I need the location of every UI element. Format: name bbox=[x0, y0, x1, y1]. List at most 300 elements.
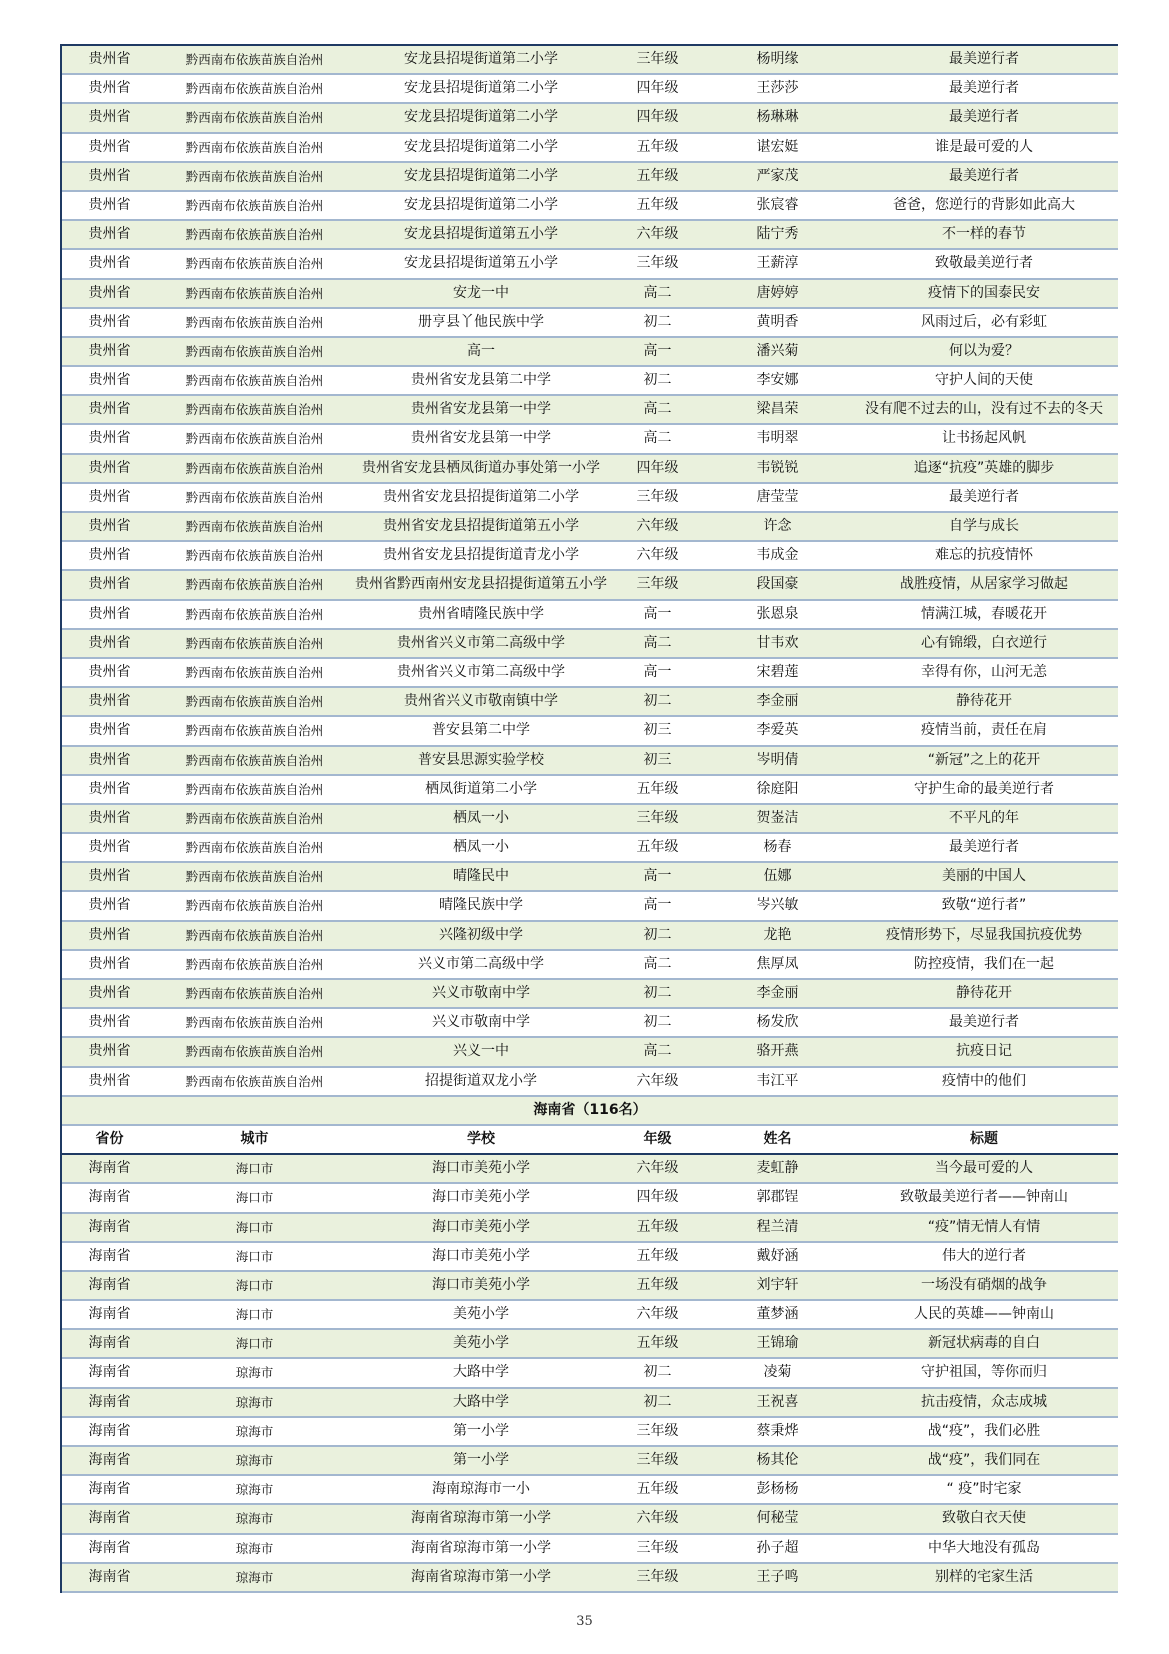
grade-cell: 六年级 bbox=[636, 1510, 679, 1527]
school-cell: 栖凤一小 bbox=[453, 839, 509, 856]
table-row bbox=[62, 688, 1118, 717]
table-row bbox=[62, 1447, 1118, 1476]
school-cell: 栖凤街道第二小学 bbox=[425, 780, 537, 797]
name-cell: 伍娜 bbox=[763, 868, 792, 885]
name-cell: 凌菊 bbox=[763, 1364, 792, 1381]
title-cell: 最美逆行者 bbox=[949, 109, 1019, 126]
grade-cell: 高二 bbox=[643, 1043, 672, 1060]
province-cell: 贵州省 bbox=[88, 518, 131, 534]
name-cell: 王薪淳 bbox=[756, 255, 799, 272]
table-row bbox=[62, 1418, 1118, 1447]
table-row bbox=[62, 951, 1118, 980]
title-cell: 致敬“逆行者” bbox=[941, 897, 1027, 914]
title-cell: 自学与成长 bbox=[949, 518, 1019, 534]
title-cell: 战胜疫情，从居家学习做起 bbox=[900, 576, 1068, 593]
city-cell: 黔西南布依族苗族自治州 bbox=[185, 285, 324, 301]
school-cell: 栖凤一小 bbox=[453, 809, 509, 826]
city-cell: 黔西南布依族苗族自治州 bbox=[185, 810, 324, 826]
name-cell: 宋碧莲 bbox=[756, 663, 799, 680]
city-cell: 黔西南布依族苗族自治州 bbox=[185, 197, 324, 213]
city-cell: 黔西南布依族苗族自治州 bbox=[185, 927, 324, 943]
province-cell: 贵州省 bbox=[88, 751, 131, 768]
province-cell: 海南省 bbox=[88, 1539, 131, 1556]
header-title: 标题 bbox=[970, 1130, 998, 1147]
table-row bbox=[62, 134, 1118, 163]
table-row bbox=[62, 1272, 1118, 1301]
name-cell: 彭杨杨 bbox=[756, 1481, 799, 1498]
city-cell: 海口市 bbox=[235, 1336, 274, 1352]
school-cell: 海口市美苑小学 bbox=[432, 1160, 530, 1177]
name-cell: 杨发欣 bbox=[756, 1014, 799, 1031]
city-cell: 琼海市 bbox=[235, 1540, 274, 1556]
table-row bbox=[62, 1243, 1118, 1272]
city-cell: 海口市 bbox=[235, 1248, 274, 1264]
province-cell: 贵州省 bbox=[88, 342, 131, 359]
table-row bbox=[62, 1535, 1118, 1564]
title-cell: 情满江城，春暖花开 bbox=[921, 605, 1047, 622]
table-row bbox=[62, 1038, 1118, 1067]
city-cell: 黔西南布依族苗族自治州 bbox=[185, 227, 324, 243]
city-cell: 海口市 bbox=[235, 1190, 274, 1206]
title-cell: 最美逆行者 bbox=[949, 167, 1019, 184]
name-cell: 陆宁秀 bbox=[756, 226, 799, 243]
grade-cell: 初二 bbox=[643, 1364, 672, 1381]
table-row bbox=[62, 542, 1118, 571]
province-cell: 贵州省 bbox=[88, 955, 131, 972]
province-cell: 海南省 bbox=[88, 1364, 131, 1381]
title-cell: 守护祖国，等你而归 bbox=[921, 1364, 1047, 1381]
page-number: 35 bbox=[576, 1614, 593, 1629]
table-row bbox=[62, 484, 1118, 513]
grade-cell: 五年级 bbox=[636, 1481, 679, 1498]
province-cell: 贵州省 bbox=[88, 372, 131, 389]
grade-cell: 高一 bbox=[643, 897, 672, 914]
title-cell: 战“疫”，我们必胜 bbox=[927, 1422, 1041, 1439]
school-cell: 兴义一中 bbox=[453, 1043, 509, 1060]
table-row bbox=[62, 338, 1118, 367]
grade-cell: 初二 bbox=[643, 1014, 672, 1031]
city-cell: 琼海市 bbox=[235, 1423, 274, 1439]
province-cell: 贵州省 bbox=[88, 430, 131, 447]
grade-cell: 五年级 bbox=[636, 167, 679, 184]
school-cell: 安龙县招堤街道第二小学 bbox=[404, 80, 558, 97]
name-cell: 杨其伦 bbox=[756, 1452, 799, 1468]
province-cell: 海南省 bbox=[88, 1393, 131, 1410]
grade-cell: 三年级 bbox=[636, 1568, 679, 1585]
title-cell: 人民的英雄——钟南山 bbox=[914, 1306, 1054, 1323]
table-row bbox=[62, 834, 1118, 863]
city-cell: 琼海市 bbox=[235, 1394, 274, 1410]
table-row bbox=[62, 396, 1118, 425]
name-cell: 张宸睿 bbox=[756, 196, 799, 213]
province-cell: 贵州省 bbox=[88, 138, 131, 155]
title-cell: 当今最可爱的人 bbox=[935, 1160, 1033, 1177]
city-cell: 黔西南布依族苗族自治州 bbox=[185, 402, 324, 418]
table-row bbox=[62, 46, 1118, 75]
title-cell: 没有爬不过去的山，没有过不去的冬天 bbox=[865, 401, 1103, 418]
city-cell: 琼海市 bbox=[235, 1569, 274, 1585]
table-row bbox=[62, 1564, 1118, 1593]
grade-cell: 初二 bbox=[643, 926, 672, 943]
grade-cell: 四年级 bbox=[636, 109, 679, 126]
city-cell: 黔西南布依族苗族自治州 bbox=[185, 635, 324, 651]
city-cell: 黔西南布依族苗族自治州 bbox=[185, 548, 324, 564]
title-cell: 伟大的逆行者 bbox=[942, 1247, 1026, 1264]
title-cell: 静待花开 bbox=[956, 693, 1012, 710]
grade-cell: 初二 bbox=[643, 985, 672, 1001]
province-cell: 贵州省 bbox=[88, 663, 131, 680]
school-cell: 安龙县招堤街道第五小学 bbox=[404, 226, 558, 243]
grade-cell: 高二 bbox=[643, 430, 672, 447]
grade-cell: 初二 bbox=[643, 313, 672, 330]
name-cell: 龙艳 bbox=[763, 926, 792, 943]
title-cell: 谁是最可爱的人 bbox=[935, 138, 1033, 155]
name-cell: 韦明翠 bbox=[756, 430, 799, 447]
city-cell: 琼海市 bbox=[235, 1511, 274, 1527]
school-cell: 贵州省安龙县招提街道第五小学 bbox=[383, 518, 579, 534]
school-cell: 贵州省兴义市第二高级中学 bbox=[397, 634, 565, 651]
table-row bbox=[62, 1389, 1118, 1418]
grade-cell: 五年级 bbox=[636, 1247, 679, 1264]
school-cell: 海南省琼海市第一小学 bbox=[411, 1539, 551, 1556]
title-cell: 心有锦缎，白衣逆行 bbox=[921, 634, 1047, 651]
school-cell: 安龙县招堤街道第二小学 bbox=[404, 196, 558, 213]
province-cell: 海南省 bbox=[88, 1160, 131, 1177]
title-cell: 致敬最美逆行者——钟南山 bbox=[900, 1189, 1068, 1206]
school-cell: 海南琼海市一小 bbox=[432, 1481, 530, 1498]
school-cell: 大路中学 bbox=[453, 1393, 509, 1410]
table-row bbox=[62, 805, 1118, 834]
table-row bbox=[62, 1330, 1118, 1359]
province-cell: 贵州省 bbox=[88, 255, 131, 272]
name-cell: 徐庭阳 bbox=[756, 780, 799, 797]
city-cell: 海口市 bbox=[235, 1307, 274, 1323]
name-cell: 麦虹静 bbox=[756, 1160, 799, 1177]
school-cell: 贵州省兴义市第二高级中学 bbox=[397, 663, 565, 680]
title-cell: 最美逆行者 bbox=[949, 1014, 1019, 1031]
city-cell: 黔西南布依族苗族自治州 bbox=[185, 898, 324, 914]
guizhou-rows bbox=[62, 46, 1118, 1097]
school-cell: 安龙县招堤街道第二小学 bbox=[404, 138, 558, 155]
school-cell: 海口市美苑小学 bbox=[432, 1276, 530, 1293]
province-cell: 海南省 bbox=[88, 1276, 131, 1293]
school-cell: 海口市美苑小学 bbox=[432, 1247, 530, 1264]
name-cell: 王锦瑜 bbox=[756, 1335, 799, 1352]
table-row bbox=[62, 455, 1118, 484]
title-cell: 守护生命的最美逆行者 bbox=[914, 780, 1054, 797]
name-cell: 孙子超 bbox=[756, 1539, 799, 1556]
table-row bbox=[62, 192, 1118, 221]
province-cell: 贵州省 bbox=[88, 780, 131, 797]
header-school: 学校 bbox=[467, 1130, 495, 1147]
province-cell: 贵州省 bbox=[88, 693, 131, 710]
awards-table bbox=[60, 44, 1118, 1593]
table-row bbox=[62, 630, 1118, 659]
province-cell: 贵州省 bbox=[88, 868, 131, 885]
column-header-row bbox=[62, 1126, 1118, 1155]
name-cell: 王子鸣 bbox=[756, 1568, 799, 1585]
province-cell: 海南省 bbox=[88, 1452, 131, 1468]
province-cell: 海南省 bbox=[88, 1510, 131, 1527]
title-cell: 一场没有硝烟的战争 bbox=[921, 1276, 1047, 1293]
table-row bbox=[62, 75, 1118, 104]
grade-cell: 高一 bbox=[643, 868, 672, 885]
grade-cell: 五年级 bbox=[636, 1276, 679, 1293]
title-cell: “疫”情无情人有情 bbox=[927, 1218, 1041, 1235]
name-cell: 杨明缘 bbox=[756, 51, 799, 67]
name-cell: 谌宏娗 bbox=[756, 138, 799, 155]
name-cell: 蔡秉烨 bbox=[756, 1422, 799, 1439]
grade-cell: 三年级 bbox=[636, 576, 679, 593]
school-cell: 贵州省安龙县招提街道青龙小学 bbox=[383, 547, 579, 564]
table-row bbox=[62, 1359, 1118, 1388]
title-cell: 抗击疫情，众志成城 bbox=[921, 1393, 1047, 1410]
table-row bbox=[62, 922, 1118, 951]
province-cell: 贵州省 bbox=[88, 488, 131, 505]
table-row bbox=[62, 309, 1118, 338]
grade-cell: 五年级 bbox=[636, 1218, 679, 1235]
name-cell: 骆开燕 bbox=[756, 1043, 799, 1060]
city-cell: 黔西南布依族苗族自治州 bbox=[185, 869, 324, 885]
name-cell: 唐莹莹 bbox=[756, 488, 799, 505]
city-cell: 黔西南布依族苗族自治州 bbox=[185, 606, 324, 622]
province-cell: 贵州省 bbox=[88, 1014, 131, 1031]
title-cell: 难忘的抗疫情怀 bbox=[935, 547, 1033, 564]
title-cell: 疫情下的国泰民安 bbox=[928, 284, 1040, 301]
table-row bbox=[62, 659, 1118, 688]
name-cell: 李金丽 bbox=[756, 693, 799, 710]
grade-cell: 三年级 bbox=[636, 488, 679, 505]
title-cell: 何以为爱？ bbox=[949, 342, 1019, 359]
school-cell: 安龙一中 bbox=[453, 284, 509, 301]
city-cell: 琼海市 bbox=[235, 1453, 274, 1468]
school-cell: 第一小学 bbox=[453, 1422, 509, 1439]
table-row bbox=[62, 367, 1118, 396]
school-cell: 普安县思源实验学校 bbox=[418, 751, 544, 768]
title-cell: 追逐“抗疫”英雄的脚步 bbox=[913, 459, 1055, 476]
title-cell: 疫情中的他们 bbox=[942, 1072, 1026, 1089]
city-cell: 琼海市 bbox=[235, 1482, 274, 1498]
school-cell: 贵州省安龙县招提街道第二小学 bbox=[383, 488, 579, 505]
table-row bbox=[62, 221, 1118, 250]
grade-cell: 初三 bbox=[643, 722, 672, 739]
name-cell: 梁昌荣 bbox=[756, 401, 799, 418]
province-cell: 贵州省 bbox=[88, 576, 131, 593]
table-row bbox=[62, 776, 1118, 805]
city-cell: 黔西南布依族苗族自治州 bbox=[185, 956, 324, 972]
title-cell: 防控疫情，我们在一起 bbox=[914, 955, 1054, 972]
province-cell: 贵州省 bbox=[88, 51, 131, 67]
city-cell: 海口市 bbox=[235, 1161, 274, 1177]
title-cell: 让书扬起风帆 bbox=[942, 430, 1026, 447]
name-cell: 严家茂 bbox=[756, 167, 799, 184]
name-cell: 焦厚凤 bbox=[756, 955, 799, 972]
title-cell: 不平凡的年 bbox=[949, 809, 1019, 826]
province-cell: 贵州省 bbox=[88, 547, 131, 564]
school-cell: 晴隆民中 bbox=[453, 868, 509, 885]
school-cell: 美苑小学 bbox=[453, 1306, 509, 1323]
grade-cell: 四年级 bbox=[636, 1189, 679, 1206]
province-cell: 贵州省 bbox=[88, 634, 131, 651]
name-cell: 李金丽 bbox=[756, 985, 799, 1001]
name-cell: 刘宇轩 bbox=[756, 1276, 799, 1293]
city-cell: 黔西南布依族苗族自治州 bbox=[185, 840, 324, 856]
name-cell: 董梦涵 bbox=[756, 1306, 799, 1323]
name-cell: 程兰清 bbox=[756, 1218, 799, 1235]
grade-cell: 初二 bbox=[643, 693, 672, 710]
title-cell: 最美逆行者 bbox=[949, 839, 1019, 856]
grade-cell: 六年级 bbox=[636, 1160, 679, 1177]
header-city: 城市 bbox=[240, 1130, 269, 1147]
school-cell: 贵州省安龙县栖凤街道办事处第一小学 bbox=[362, 459, 600, 476]
name-cell: 段国豪 bbox=[756, 576, 799, 593]
city-cell: 黔西南布依族苗族自治州 bbox=[185, 664, 324, 680]
table-row bbox=[62, 1068, 1118, 1097]
name-cell: 潘兴菊 bbox=[756, 342, 799, 359]
grade-cell: 四年级 bbox=[636, 80, 679, 97]
school-cell: 兴义市第二高级中学 bbox=[418, 955, 544, 972]
title-cell: 幸得有你，山河无恙 bbox=[921, 663, 1047, 680]
province-cell: 海南省 bbox=[88, 1189, 131, 1206]
city-cell: 黔西南布依族苗族自治州 bbox=[185, 1015, 324, 1031]
title-cell: 致敬白衣天使 bbox=[942, 1510, 1026, 1527]
school-cell: 海口市美苑小学 bbox=[432, 1218, 530, 1235]
table-row bbox=[62, 980, 1118, 1009]
city-cell: 黔西南布依族苗族自治州 bbox=[185, 986, 324, 1001]
table-row bbox=[62, 104, 1118, 133]
province-cell: 贵州省 bbox=[88, 1043, 131, 1060]
province-cell: 海南省 bbox=[88, 1218, 131, 1235]
title-cell: “ 疫”时宅家 bbox=[946, 1481, 1022, 1498]
table-row bbox=[62, 280, 1118, 309]
city-cell: 黔西南布依族苗族自治州 bbox=[185, 52, 324, 67]
grade-cell: 初三 bbox=[643, 751, 672, 768]
school-cell: 安龙县招堤街道第五小学 bbox=[404, 255, 558, 272]
name-cell: 何秘莹 bbox=[756, 1510, 799, 1527]
grade-cell: 三年级 bbox=[636, 255, 679, 272]
grade-cell: 高一 bbox=[643, 605, 672, 622]
table-row bbox=[62, 1009, 1118, 1038]
name-cell: 王祝喜 bbox=[756, 1393, 799, 1410]
city-cell: 黔西南布依族苗族自治州 bbox=[185, 723, 324, 739]
school-cell: 海南省琼海市第一小学 bbox=[411, 1568, 551, 1585]
grade-cell: 五年级 bbox=[636, 780, 679, 797]
province-cell: 贵州省 bbox=[88, 226, 131, 243]
title-cell: 静待花开 bbox=[956, 985, 1012, 1001]
table-row bbox=[62, 513, 1118, 542]
table-row bbox=[62, 250, 1118, 279]
province-cell: 贵州省 bbox=[88, 459, 131, 476]
school-cell: 贵州省黔西南州安龙县招提街道第五小学 bbox=[355, 576, 607, 593]
name-cell: 许念 bbox=[763, 518, 792, 534]
city-cell: 黔西南布依族苗族自治州 bbox=[185, 168, 324, 184]
grade-cell: 初二 bbox=[643, 1393, 672, 1410]
grade-cell: 五年级 bbox=[636, 138, 679, 155]
grade-cell: 高一 bbox=[643, 342, 672, 359]
table-row bbox=[62, 163, 1118, 192]
grade-cell: 六年级 bbox=[636, 547, 679, 564]
name-cell: 贺崟洁 bbox=[756, 809, 799, 826]
school-cell: 安龙县招堤街道第二小学 bbox=[404, 51, 558, 67]
title-cell: 最美逆行者 bbox=[949, 80, 1019, 97]
school-cell: 海口市美苑小学 bbox=[432, 1189, 530, 1206]
title-cell: 抗疫日记 bbox=[956, 1043, 1012, 1060]
table-row bbox=[62, 1155, 1118, 1184]
grade-cell: 高一 bbox=[643, 663, 672, 680]
school-cell: 安龙县招堤街道第二小学 bbox=[404, 109, 558, 126]
grade-cell: 六年级 bbox=[636, 1072, 679, 1089]
city-cell: 黔西南布依族苗族自治州 bbox=[185, 110, 324, 126]
table-row bbox=[62, 601, 1118, 630]
title-cell: 战“疫”，我们同在 bbox=[927, 1452, 1041, 1468]
grade-cell: 初二 bbox=[643, 372, 672, 389]
province-cell: 贵州省 bbox=[88, 897, 131, 914]
name-cell: 韦锐锐 bbox=[756, 459, 799, 476]
grade-cell: 五年级 bbox=[636, 1335, 679, 1352]
name-cell: 杨琳琳 bbox=[756, 109, 799, 126]
title-cell: 疫情当前，责任在肩 bbox=[921, 722, 1047, 739]
grade-cell: 高二 bbox=[643, 284, 672, 301]
province-cell: 贵州省 bbox=[88, 985, 131, 1001]
table-row bbox=[62, 892, 1118, 921]
city-cell: 黔西南布依族苗族自治州 bbox=[185, 139, 324, 155]
title-cell: 最美逆行者 bbox=[949, 488, 1019, 505]
title-cell: 爸爸，您逆行的背影如此高大 bbox=[893, 196, 1075, 213]
grade-cell: 五年级 bbox=[636, 196, 679, 213]
province-cell: 贵州省 bbox=[88, 839, 131, 856]
title-cell: 新冠状病毒的自白 bbox=[928, 1335, 1040, 1352]
province-cell: 海南省 bbox=[88, 1481, 131, 1498]
name-cell: 李安娜 bbox=[756, 372, 799, 389]
section-title-row bbox=[62, 1097, 1118, 1126]
province-cell: 贵州省 bbox=[88, 809, 131, 826]
grade-cell: 高二 bbox=[643, 634, 672, 651]
province-cell: 贵州省 bbox=[88, 284, 131, 301]
title-cell: 疫情形势下，尽显我国抗疫优势 bbox=[886, 926, 1082, 943]
school-cell: 贵州省安龙县第二中学 bbox=[411, 372, 551, 389]
province-cell: 海南省 bbox=[88, 1247, 131, 1264]
grade-cell: 四年级 bbox=[636, 459, 679, 476]
title-cell: 美丽的中国人 bbox=[942, 868, 1026, 885]
city-cell: 黔西南布依族苗族自治州 bbox=[185, 431, 324, 447]
grade-cell: 三年级 bbox=[636, 1539, 679, 1556]
school-cell: 册亨县丫他民族中学 bbox=[418, 313, 544, 330]
province-cell: 贵州省 bbox=[88, 167, 131, 184]
grade-cell: 三年级 bbox=[636, 1422, 679, 1439]
name-cell: 岑兴敏 bbox=[756, 897, 799, 914]
name-cell: 韦江平 bbox=[756, 1072, 799, 1089]
title-cell: “新冠”之上的花开 bbox=[927, 751, 1041, 768]
school-cell: 海南省琼海市第一小学 bbox=[411, 1510, 551, 1527]
title-cell: 别样的宅家生活 bbox=[935, 1568, 1033, 1585]
title-cell: 最美逆行者 bbox=[949, 51, 1019, 67]
school-cell: 晴隆民族中学 bbox=[439, 897, 523, 914]
province-cell: 贵州省 bbox=[88, 80, 131, 97]
province-cell: 贵州省 bbox=[88, 722, 131, 739]
city-cell: 黔西南布依族苗族自治州 bbox=[185, 314, 324, 330]
table-row bbox=[62, 1476, 1118, 1505]
school-cell: 美苑小学 bbox=[453, 1335, 509, 1352]
school-cell: 高一 bbox=[467, 342, 495, 359]
school-cell: 兴义市敬南中学 bbox=[432, 985, 530, 1001]
grade-cell: 六年级 bbox=[636, 1306, 679, 1323]
header-grade: 年级 bbox=[643, 1130, 672, 1147]
city-cell: 黔西南布依族苗族自治州 bbox=[185, 577, 324, 593]
table-row bbox=[62, 1184, 1118, 1213]
city-cell: 黔西南布依族苗族自治州 bbox=[185, 460, 324, 476]
school-cell: 大路中学 bbox=[453, 1364, 509, 1381]
grade-cell: 六年级 bbox=[636, 518, 679, 534]
